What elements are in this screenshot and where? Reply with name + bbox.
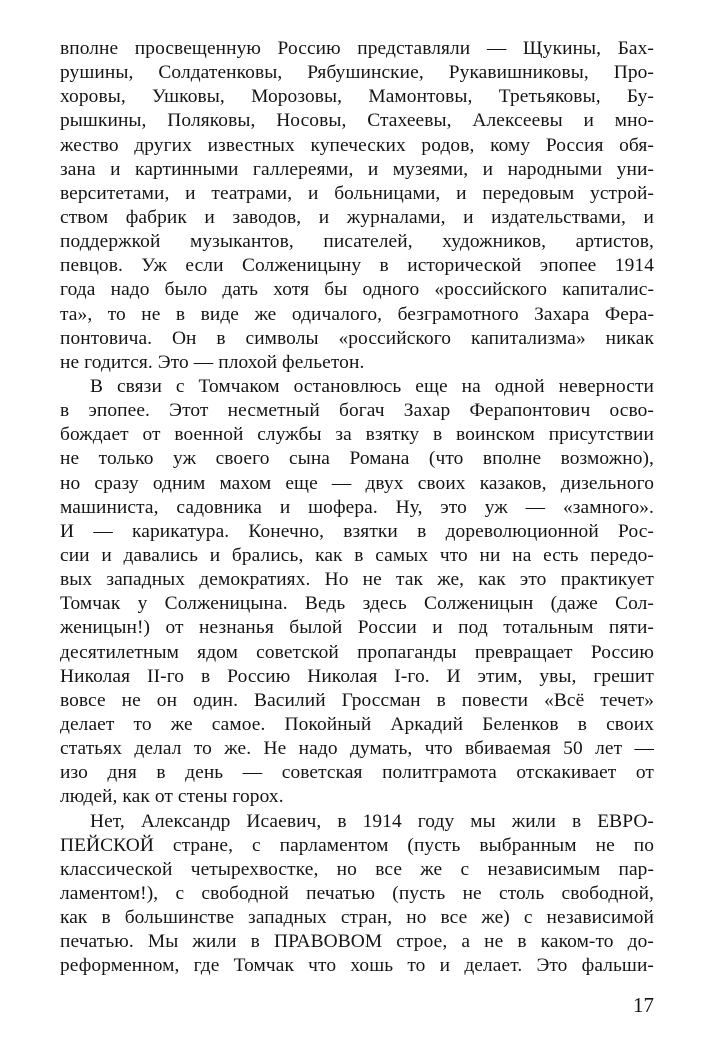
text-line: певцов. Уж если Солженицыну в исторической эпопее 1914	[60, 255, 654, 277]
text-line: но сразу одним махом еще — двух своих казаков, дизельного	[60, 472, 654, 494]
text-line: жество других известных купеческих родов, кому Россия обя-	[60, 134, 654, 156]
text-line: женицын!) от незнанья былой России и под тотальным пяти-	[60, 617, 654, 639]
paragraph	[60, 375, 654, 810]
text-line: ством фабрик и заводов, и журналами, и издательствами, и	[60, 206, 654, 228]
text-line: поддержкой музыкантов, писателей, художников, артистов,	[60, 231, 654, 253]
text-line: делает то же самое. Покойный Аркадий Беленков в своих	[60, 713, 654, 735]
text-line: статьях делал то же. Не надо думать, что вбиваемая 50 лет —	[60, 738, 654, 760]
text-line: вых западных демократиях. Но не так же, как это практикует	[60, 569, 654, 591]
text-line: бождает от военной службы за взятку в воинском присутствии	[60, 424, 654, 446]
text-line: года надо было дать хотя бы одного «российского капиталис-	[60, 279, 654, 301]
text-line: зана и картинными галлереями, и музеями, и народными уни-	[60, 158, 654, 180]
text-line: И — карикатура. Конечно, взятки в дореволюционной Рос-	[60, 520, 654, 542]
text-line: рышкины, Поляковы, Носовы, Стахеевы, Алексеевы и мно-	[60, 110, 654, 132]
text-line: машиниста, садовника и шофера. Ну, это уж — «замного».	[60, 496, 654, 518]
text-line: Николая II-го в Россию Николая I-го. И этим, увы, грешит	[60, 665, 654, 687]
text-line: Нет, Александр Исаевич, в 1914 году мы жили в ЕВРО-	[90, 810, 654, 832]
document-page	[60, 37, 654, 978]
text-line: В связи с Томчаком остановлюсь еще на одной неверности	[90, 375, 654, 397]
text-line: рушины, Солдатенковы, Рябушинские, Рукавишниковы, Про-	[60, 62, 654, 84]
paragraph	[60, 810, 654, 979]
paragraph	[60, 37, 654, 375]
text-line: понтовича. Он в символы «российского капитализма» никак	[60, 327, 654, 349]
text-line: вполне просвещенную Россию представляли — Щукины, Бах-	[60, 38, 654, 59]
text-line: Томчак у Солженицына. Ведь здесь Солженицын (даже Сол-	[60, 593, 654, 615]
text-line: десятилетным ядом советской пропаганды превращает Россию	[60, 641, 654, 663]
text-line: хоровы, Ушковы, Морозовы, Мамонтовы, Третьяковы, Бу-	[60, 86, 654, 108]
text-line: ламентом!), с свободной печатью (пусть не столь свободной,	[60, 882, 654, 904]
text-line: как в большинстве западных стран, но все же) с независимой	[60, 907, 654, 929]
text-line: в эпопее. Этот несметный богач Захар Ферапонтович осво-	[60, 400, 654, 422]
text-line: классической четырехвостке, но все же с независимым пар-	[60, 858, 654, 880]
text-line: та», то не в виде же одичалого, безграмотного Захара Фера-	[60, 303, 654, 325]
text-line: не только уж своего сына Романа (что вполне возможно),	[60, 448, 654, 470]
text-line: верситетами, и театрами, и больницами, и передовым устрой-	[60, 182, 654, 204]
text-line: не годится. Это — плохой фельетон.	[60, 351, 365, 373]
text-line: вовсе не он один. Василий Гроссман в повести «Всё течет»	[60, 689, 654, 711]
text-line: людей, как от стены горох.	[60, 786, 284, 808]
text-line: ПЕЙСКОЙ стране, с парламентом (пусть выбранным не по	[60, 834, 654, 856]
text-line: сии и давались и брались, как в самых что ни на есть передо-	[60, 544, 654, 566]
text-line: печатью. Мы жили в ПРАВОВОМ строе, а не в каком-то до-	[60, 931, 654, 953]
text-line: изо дня в день — советская политграмота отскакивает от	[60, 762, 654, 784]
page-number: 17	[633, 993, 654, 1017]
text-line: реформенном, где Томчак что хошь то и делает. Это фальши-	[60, 955, 654, 977]
